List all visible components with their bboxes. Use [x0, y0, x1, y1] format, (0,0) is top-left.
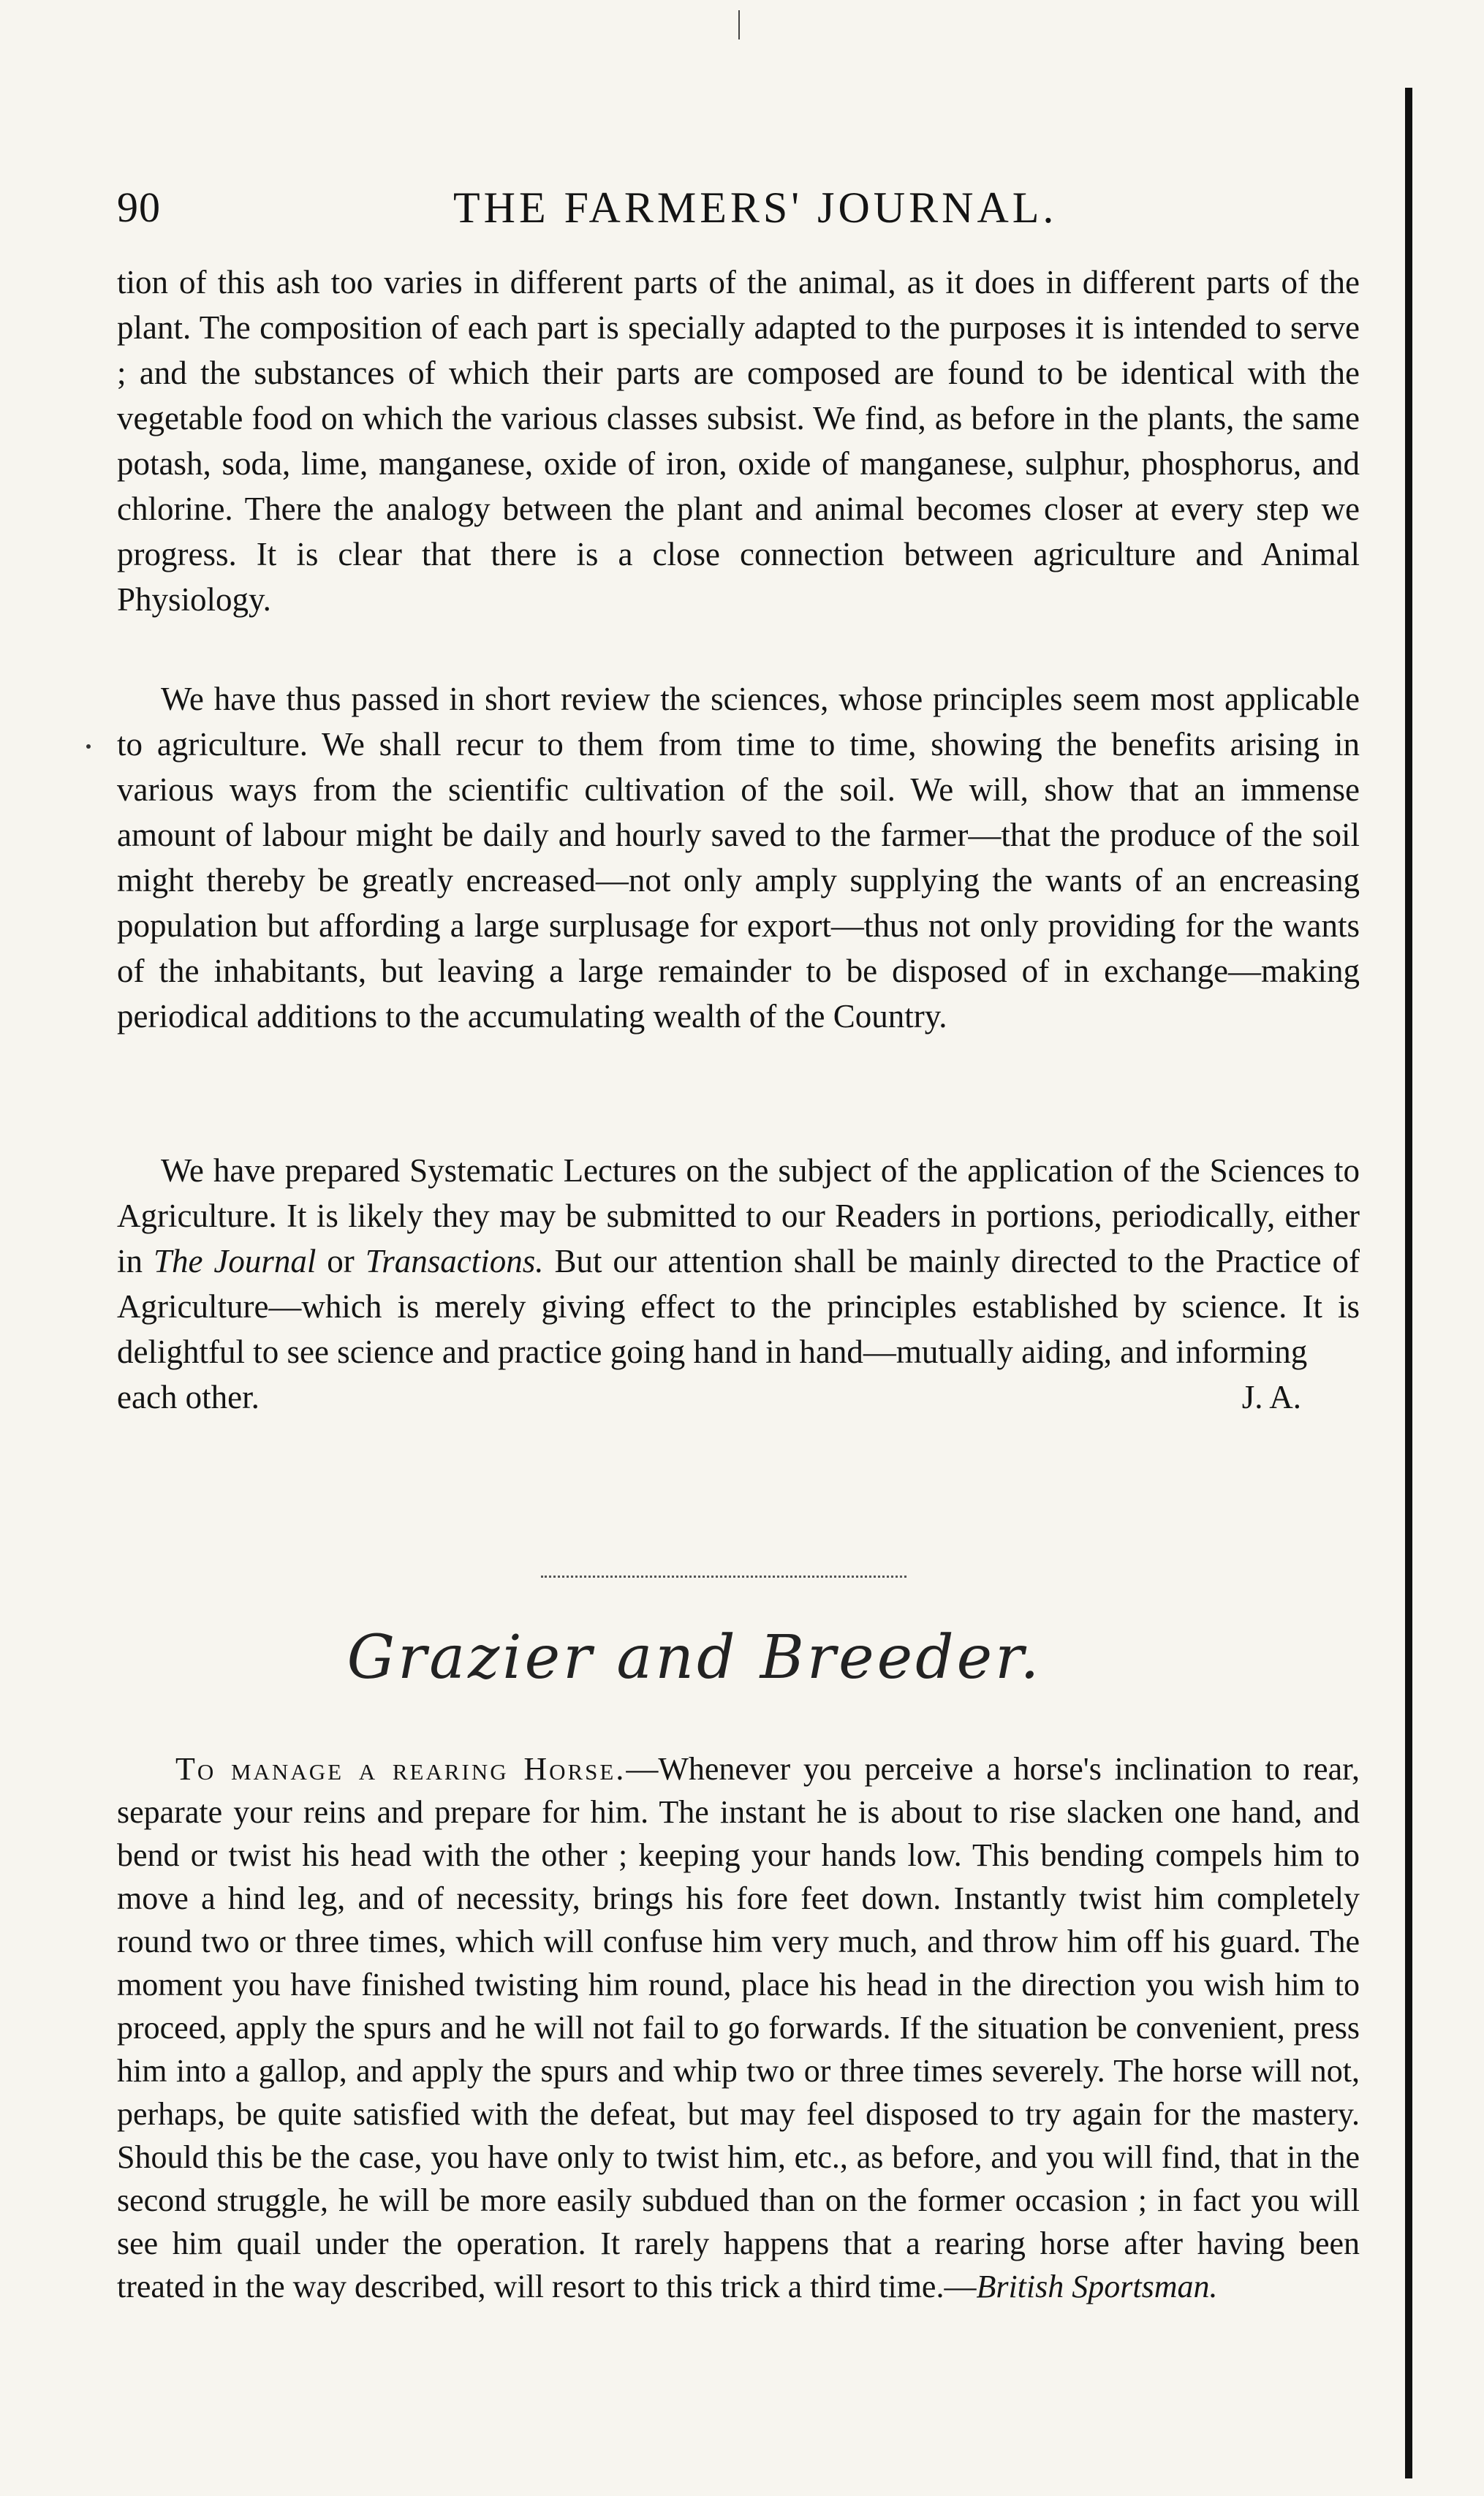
transactions-title: Transactions. [365, 1243, 544, 1279]
article1-paragraph1 [117, 260, 1360, 622]
paragraph-text-end: But our attention shall be mainly directed to the Practice of Agriculture—which is merely giving effect to the principles established by science. It is delightful to see science and practice going hand in hand—mutually aiding, and informing [117, 1243, 1360, 1370]
connector-text: or [316, 1243, 366, 1279]
closing-line [117, 1374, 1360, 1420]
article2-body: —Whenever you perceive a horse's inclination to rear, separate your reins and prepare for him. The instant he is about to rise slacken one hand, and bend or twist his head with the other ; keeping your hands low. This bending compels him to move a hind leg, and of necessity, brings his fore feet down. Instantly twist him completely round two or three times, which will confuse him very much, and throw him off his guard. The moment you have finished twisting him round, place his head in the direction you wish him to proceed, apply the spurs and he will not fail to go forwards. If the situation be convenient, press him into a gallop, and apply the spurs and whip two or three times severely. The horse will not, perhaps, be quite satisfied with the defeat, but may feel disposed to try again for the mastery. Should this be the case, you have only to twist him, etc., as before, and you will find, that in the second struggle, he will be more easily subdued than on the former occasion ; in fact you will see him quail under the operation. It rarely happens that a rearing horse after having been treated in the way described, will resort to this trick a third time.— [117, 1751, 1360, 2304]
paragraph-text [117, 1148, 1360, 1374]
article2-paragraph [117, 1747, 1360, 2308]
article1-paragraph3 [117, 1148, 1360, 1420]
article2 [117, 1747, 1360, 2308]
article2-lead-in: To manage a rearing Horse. [175, 1751, 626, 1787]
section-divider [541, 1576, 906, 1581]
section-heading: Grazier and Breeder. [347, 1623, 1042, 1693]
running-title: THE FARMERS' JOURNAL. [453, 184, 1058, 232]
margin-mark [86, 744, 91, 749]
page-header [117, 183, 1360, 241]
page-number: 90 [117, 184, 161, 231]
journal-title: The Journal [153, 1243, 317, 1279]
printing-mark [738, 10, 740, 39]
article1-paragraph2 [117, 676, 1360, 1039]
paragraph-text-start: We have prepared Systematic Lectures on the subject of the application of the Sciences to Agriculture. It is likely they may be submitted to our Readers in portions, periodically, either in [117, 1152, 1360, 1279]
page-edge-rule [1405, 88, 1412, 2478]
paragraph-text: We have thus passed in short review the sciences, whose principles seem most applicable to agriculture. We shall recur to them from time to time, showing the benefits arising in various ways from the scientific cultivation of the soil. We will, show that an immense amount of labour might be daily and hourly saved to the farmer—that the produce of the soil might thereby be greatly encreased—not only amply supplying the wants of an encreasing population but affording a large surplusage for export—thus not only providing for the wants of the inhabitants, but leaving a large remainder to be disposed of in exchange—making periodical additions to the accumulating wealth of the Country. [117, 681, 1360, 1035]
article2-source: British Sportsman. [976, 2269, 1218, 2304]
closing-text: each other. [117, 1379, 260, 1415]
author-signature: J. A. [1241, 1379, 1301, 1415]
paragraph-text: tion of this ash too varies in different parts of the animal, as it does in different parts of the plant. The composition of each part is specially adapted to the purposes it is intended to serve ; and the substances of which their parts are composed are found to be identical with the vegetable food on which the various classes subsist. We find, as before in the plants, the same potash, soda, lime, manganese, oxide of iron, oxide of manganese, sulphur, phosphorus, and chlorine. There the analogy between the plant and animal becomes closer at every step we progress. It is clear that there is a close connection between agriculture and Animal Physiology. [117, 264, 1360, 618]
